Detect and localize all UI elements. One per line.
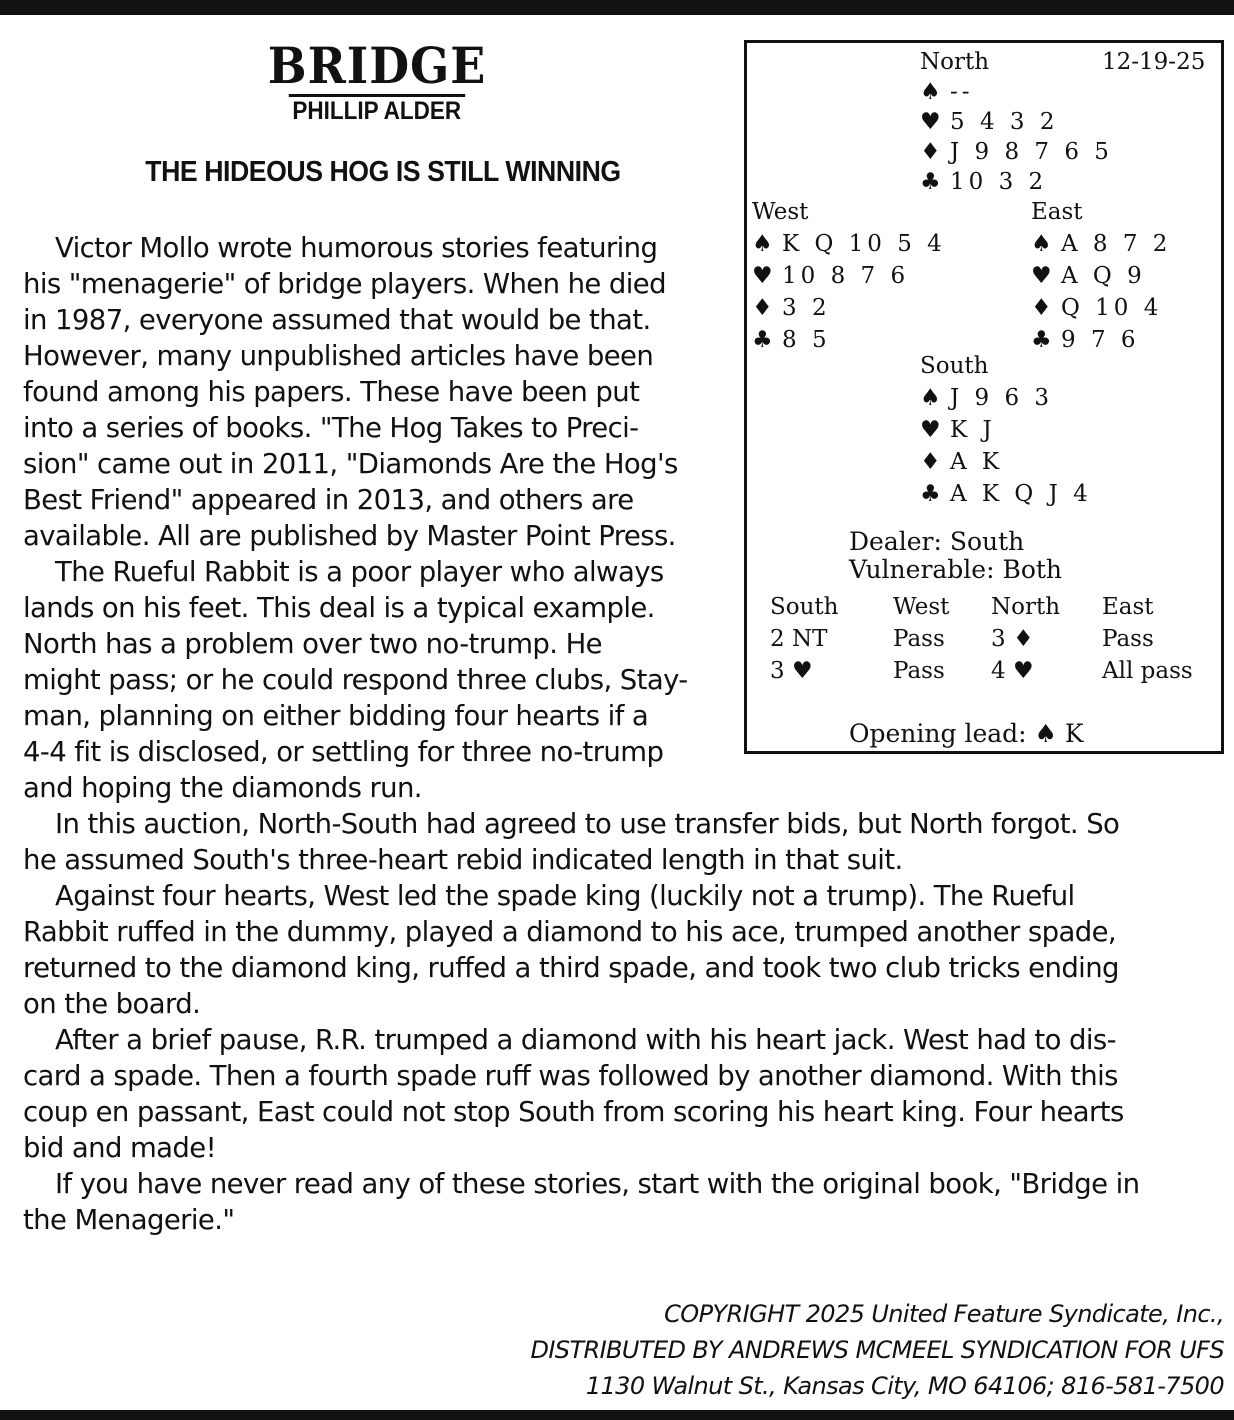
auction-header-south: South <box>770 594 839 620</box>
deal-date: 12-19-25 <box>1102 49 1206 75</box>
auction-header-west: West <box>893 594 950 620</box>
north-diamonds: ♦ J 9 8 7 6 5 <box>920 139 1113 165</box>
spade-icon: ♠ <box>752 231 773 257</box>
article-line: Best Friend" appeared in 2013, and others are <box>23 484 634 516</box>
east-spades: ♠ A 8 7 2 <box>1031 231 1172 257</box>
east-clubs: ♣ 9 7 6 <box>1031 327 1140 353</box>
dealer-line: Dealer: South <box>849 527 1025 556</box>
west-diamonds: ♦ 3 2 <box>752 295 831 321</box>
article-line: The Rueful Rabbit is a poor player who always <box>55 556 664 588</box>
north-hearts: ♥ 5 4 3 2 <box>920 109 1059 135</box>
south-label: South <box>920 353 989 379</box>
top-rule <box>0 0 1234 15</box>
auction-bid: 4 ♥ <box>991 658 1034 684</box>
article-line: the Menagerie." <box>23 1204 235 1236</box>
article-line: bid and made! <box>23 1132 217 1164</box>
auction-bid: All pass <box>1102 658 1193 684</box>
article-line: North has a problem over two no-trump. He <box>23 628 602 660</box>
article-line: card a spade. Then a fourth spade ruff was followed by another diamond. With this <box>23 1060 1118 1092</box>
article-line: Rabbit ruffed in the dummy, played a diamond to his ace, trumped another spade, <box>23 916 1117 948</box>
article-line: and hoping the diamonds run. <box>23 772 422 804</box>
copyright-line: COPYRIGHT 2025 United Feature Syndicate, Inc., <box>664 1300 1224 1328</box>
article-line: After a brief pause, R.R. trumped a diamond with his heart jack. West had to dis- <box>55 1024 1116 1056</box>
copyright-notice <box>530 1296 1224 1404</box>
north-spades: ♠ -- <box>920 79 974 105</box>
article-line: on the board. <box>23 988 201 1020</box>
article-line: Against four hearts, West led the spade king (luckily not a trump). The Rueful <box>55 880 1075 912</box>
article-line: sion" came out in 2011, "Diamonds Are the Hog's <box>23 448 678 480</box>
article-line: However, many unpublished articles have been <box>23 340 654 372</box>
west-label: West <box>752 199 809 225</box>
article-line: he assumed South's three-heart rebid indicated length in that suit. <box>23 844 903 876</box>
column-title: BRIDGE <box>267 36 487 95</box>
auction-bid: Pass <box>893 626 945 652</box>
club-icon: ♣ <box>920 481 941 507</box>
heart-icon: ♥ <box>752 263 773 289</box>
vulnerable-line: Vulnerable: Both <box>849 555 1063 584</box>
auction-bid: 3 ♥ <box>770 658 813 684</box>
east-diamonds: ♦ Q 10 4 <box>1031 295 1163 321</box>
heart-icon: ♥ <box>920 417 941 443</box>
north-clubs: ♣ 10 3 2 <box>920 169 1048 195</box>
article-line: available. All are published by Master Point Press. <box>23 520 676 552</box>
south-hearts: ♥ K J <box>920 417 996 443</box>
article-line: lands on his feet. This deal is a typical example. <box>23 592 655 624</box>
article-line: man, planning on either bidding four hearts if a <box>23 700 649 732</box>
auction-bid: Pass <box>1102 626 1154 652</box>
club-icon: ♣ <box>752 327 773 353</box>
spade-icon: ♠ <box>1031 231 1052 257</box>
diamond-icon: ♦ <box>920 139 941 165</box>
west-clubs: ♣ 8 5 <box>752 327 831 353</box>
club-icon: ♣ <box>920 169 941 195</box>
article-line: in 1987, everyone assumed that would be that. <box>23 304 651 336</box>
article-line: into a series of books. "The Hog Takes to Preci- <box>23 412 639 444</box>
west-spades: ♠ K Q 10 5 4 <box>752 231 946 257</box>
address-line: 1130 Walnut St., Kansas City, MO 64106; 816-581-7500 <box>585 1372 1224 1400</box>
article-line: found among his papers. These have been put <box>23 376 640 408</box>
opening-lead: Opening lead: ♠ K <box>849 719 1084 748</box>
heart-icon: ♥ <box>1031 263 1052 289</box>
bridge-deal-diagram <box>744 40 1224 754</box>
heart-icon: ♥ <box>920 109 941 135</box>
auction-bid: 3 ♦ <box>991 626 1034 652</box>
east-label: East <box>1031 199 1083 225</box>
diamond-icon: ♦ <box>752 295 773 321</box>
bottom-rule <box>0 1410 1234 1420</box>
article-line: coup en passant, East could not stop South from scoring his heart king. Four hearts <box>23 1096 1124 1128</box>
south-diamonds: ♦ A K <box>920 449 1004 475</box>
author-byline: PHILLIP ALDER <box>289 94 465 125</box>
spade-icon: ♠ <box>920 79 941 105</box>
spade-icon: ♠ <box>920 385 941 411</box>
article-line: If you have never read any of these stories, start with the original book, "Bridge in <box>55 1168 1140 1200</box>
article-line: might pass; or he could respond three clubs, Stay- <box>23 664 688 696</box>
article-line: In this auction, North-South had agreed to use transfer bids, but North forgot. So <box>55 808 1120 840</box>
auction-bid: 2 NT <box>770 626 828 652</box>
article-line: Victor Mollo wrote humorous stories featuring <box>55 232 658 264</box>
auction-bid: Pass <box>893 658 945 684</box>
auction-header-east: East <box>1102 594 1154 620</box>
auction-header-north: North <box>991 594 1061 620</box>
masthead <box>0 36 754 125</box>
north-label: North <box>920 49 990 75</box>
east-hearts: ♥ A Q 9 <box>1031 263 1146 289</box>
west-hearts: ♥ 10 8 7 6 <box>752 263 910 289</box>
headline: THE HIDEOUS HOG IS STILL WINNING <box>145 156 621 188</box>
diamond-icon: ♦ <box>1031 295 1052 321</box>
south-clubs: ♣ A K Q J 4 <box>920 481 1092 507</box>
distribution-line: DISTRIBUTED BY ANDREWS MCMEEL SYNDICATION FOR UFS <box>530 1336 1224 1364</box>
south-spades: ♠ J 9 6 3 <box>920 385 1054 411</box>
article-line: 4-4 fit is disclosed, or settling for three no-trump <box>23 736 664 768</box>
club-icon: ♣ <box>1031 327 1052 353</box>
diamond-icon: ♦ <box>920 449 941 475</box>
article-line: returned to the diamond king, ruffed a third spade, and took two club tricks ending <box>23 952 1119 984</box>
article-line: his "menagerie" of bridge players. When he died <box>23 268 666 300</box>
